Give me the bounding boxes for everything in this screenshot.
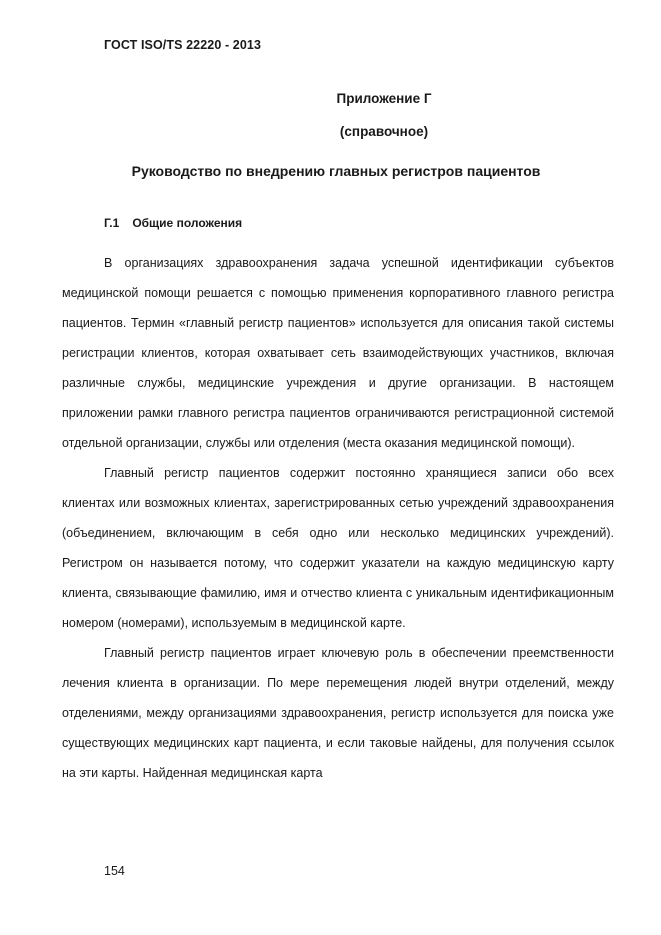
appendix-heading: Руководство по внедрению главных регистров пациентов: [131, 163, 541, 179]
paragraph: Главный регистр пациентов играет ключевую роль в обеспечении преемственности лечения клиента в организации. По мере перемещения людей внутри отделений, между отделениями, между организациями здравоохранения, регистр используется для поиска уже существующих медицинских карт пациента, и если таковые найдены, для получения ссылок на эти карты. Найденная медицинская карта: [62, 646, 614, 780]
section-heading: [104, 216, 242, 230]
page-number: 154: [104, 864, 125, 878]
section-number: Г.1: [104, 216, 120, 230]
document-code-header: ГОСТ ISO/TS 22220 - 2013: [104, 38, 261, 52]
appendix-title: Приложение Г: [336, 91, 432, 106]
paragraph: Главный регистр пациентов содержит постоянно хранящиеся записи обо всех клиентах или возможных клиентах, зарегистрированных сетью учреждений здравоохранения (объединением, включающим в себя одно или несколько медицинских учреждений). Регистром он называется потому, что содержит указатели на каждую медицинскую карту клиента, связывающие фамилию, имя и отчество клиента с уникальным идентификационным номером (номерами), используемым в медицинской карте.: [62, 466, 614, 630]
appendix-subtitle: (справочное): [339, 124, 429, 139]
section-title: Общие положения: [132, 216, 243, 230]
body-text: [62, 248, 614, 788]
paragraph: В организациях здравоохранения задача успешной идентификации субъектов медицинской помощи решается с помощью применения корпоративного главного регистра пациентов. Термин «главный регистр пациентов» используется для описания такой системы регистрации клиентов, которая охватывает сеть взаимодействующих участников, включая различные службы, медицинские учреждения и другие организации. В настоящем приложении рамки главного регистра пациентов ограничиваются регистрационной системой отдельной организации, службы или отделения (места оказания медицинской помощи).: [62, 256, 614, 450]
